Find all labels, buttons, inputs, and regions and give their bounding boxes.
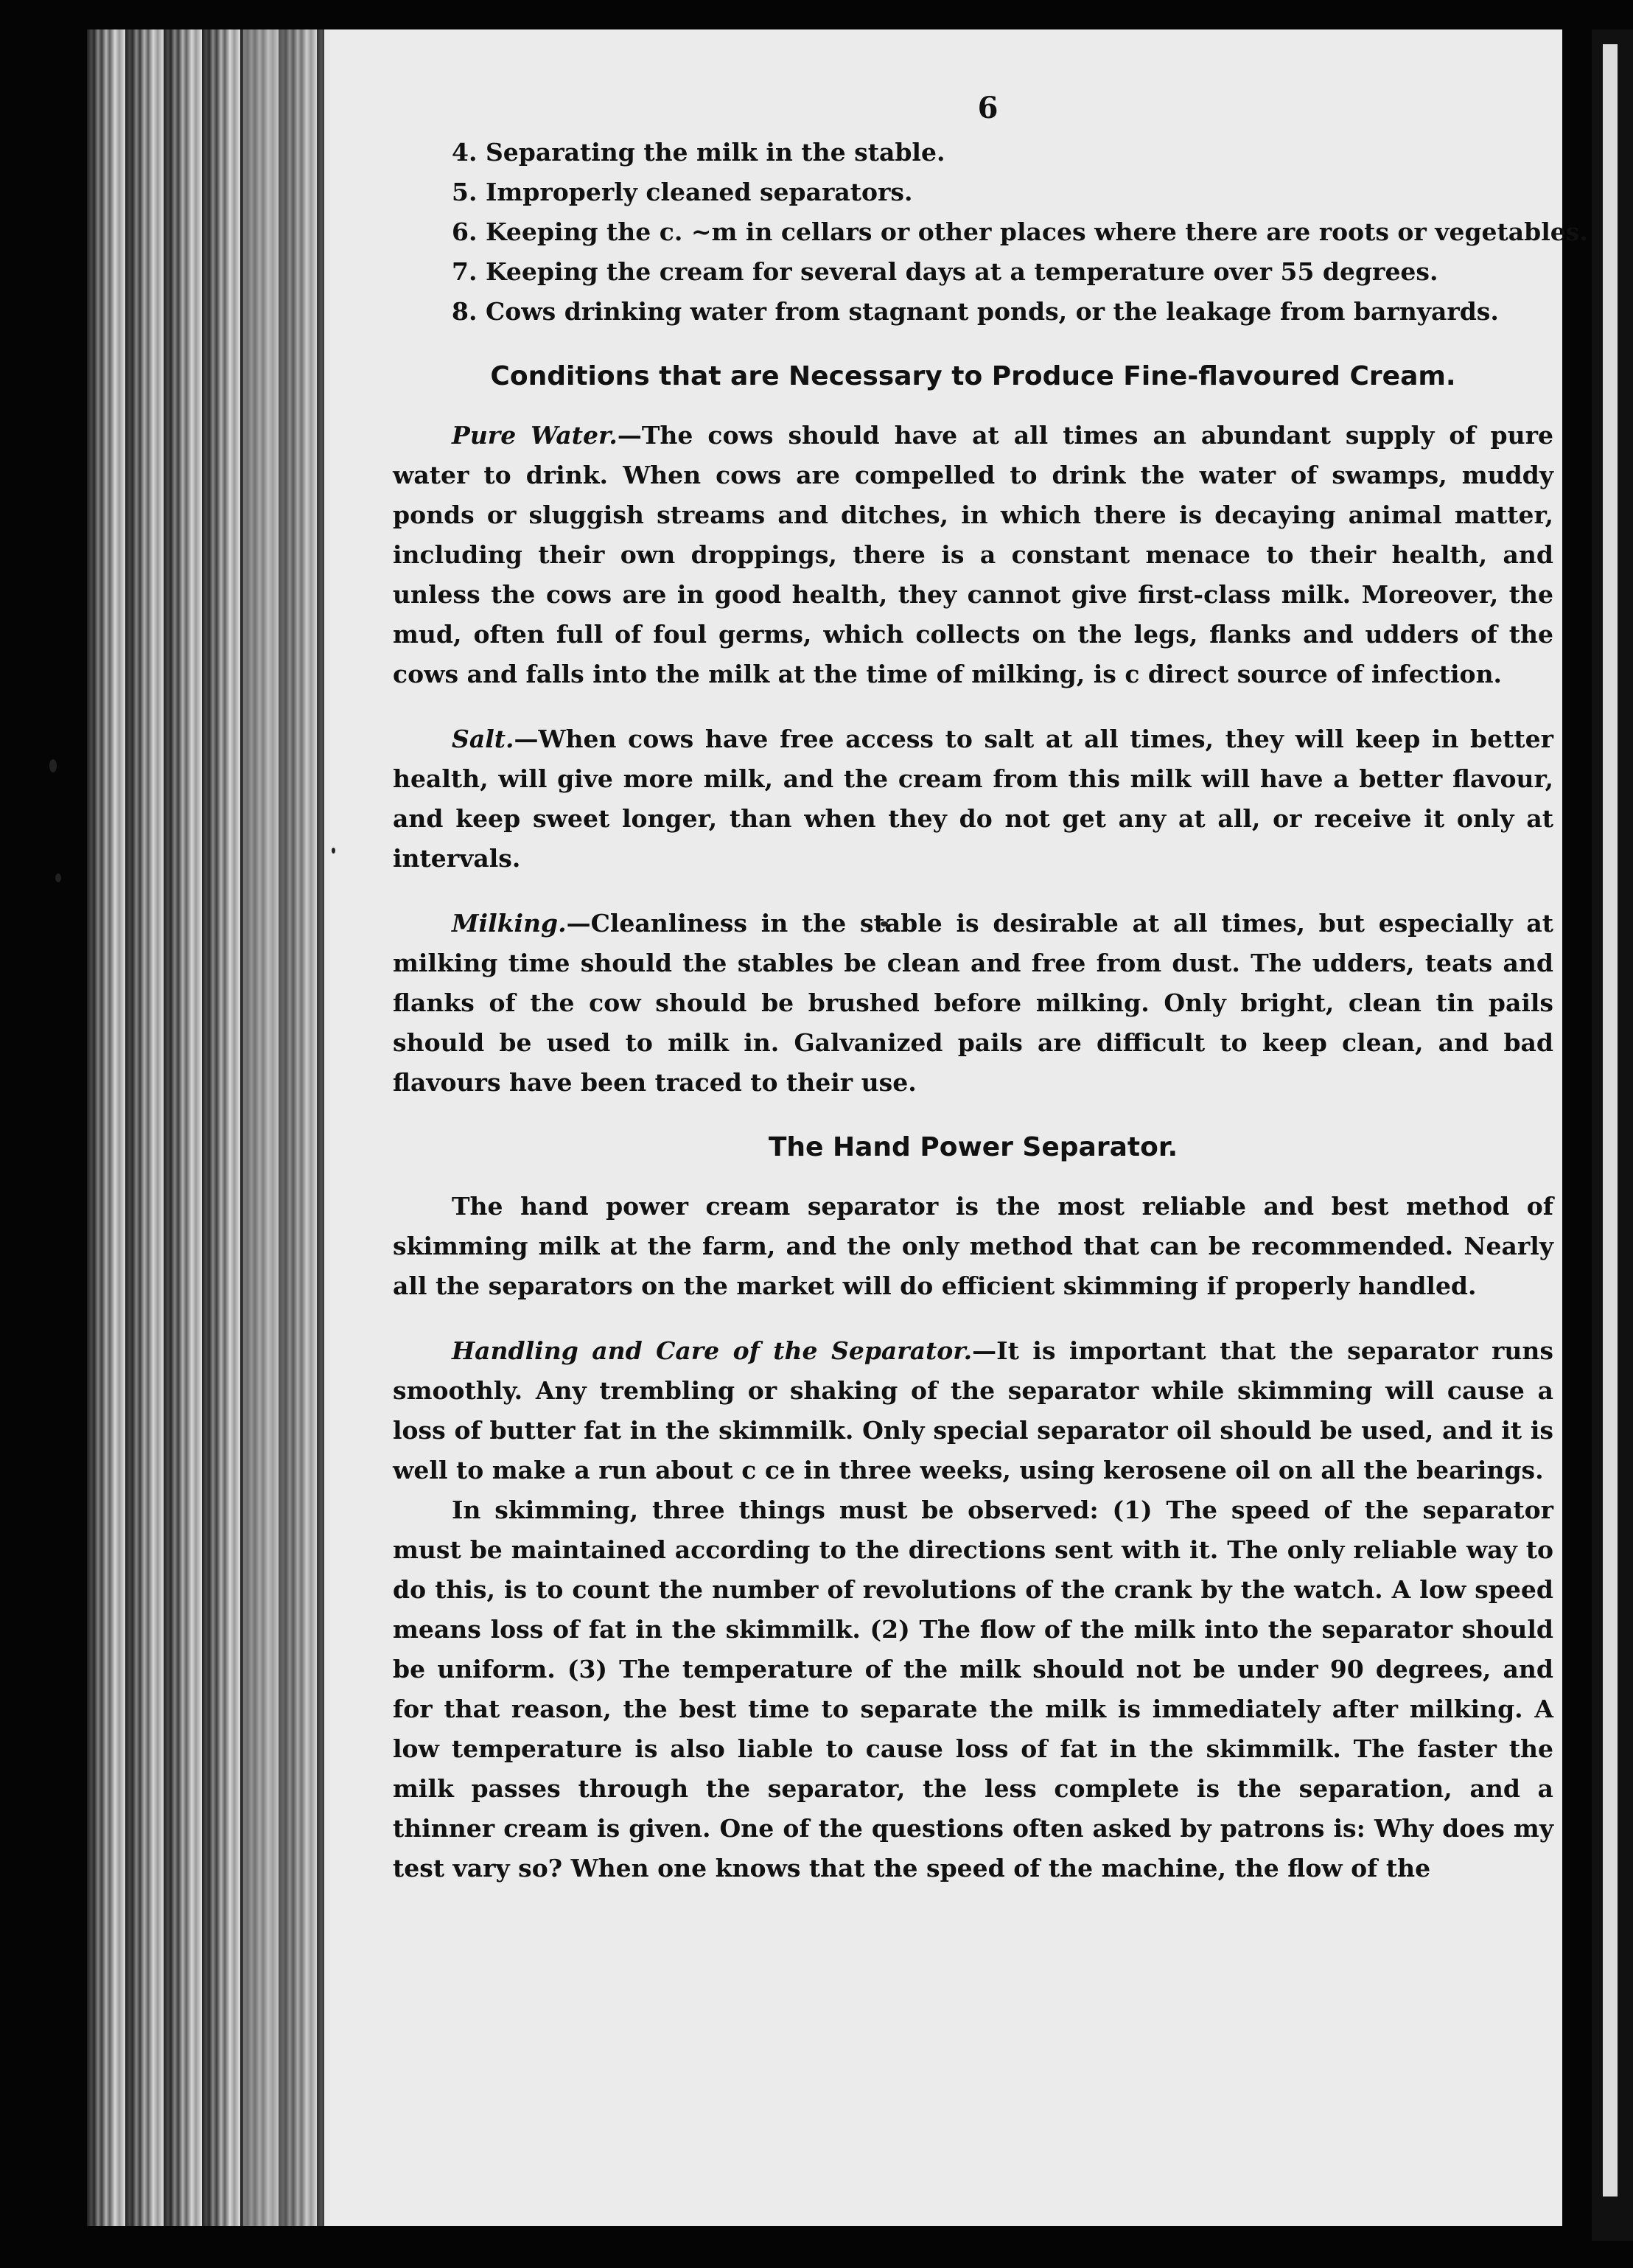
paragraph-lead: Salt. — [452, 725, 514, 753]
paragraph-handling — [393, 1331, 1553, 1490]
paragraph-pure-water — [393, 416, 1553, 694]
list-item: 8. Cows drinking water from stagnant ponds, or the leakage from barnyards. — [452, 297, 1499, 326]
causes-list — [393, 133, 1588, 332]
paragraph-separator-intro: The hand power cream separator is the most reliable and best method of skimming milk at the farm, and the only method that can be recommended. Nearly all the separators on the market will do efficient skimming if properly handled. — [393, 1192, 1553, 1300]
paragraph-salt — [393, 719, 1553, 879]
page-number: 6 — [977, 91, 999, 125]
scan-speck — [49, 759, 57, 772]
paragraph-milking — [393, 904, 1553, 1103]
paragraph-body: —Cleanliness in the stable is desirable at all times, but especially at milking time should the stables be clean and free from dust. The udders, teats and flanks of the cow should be brushed before milking. Only bright, clean tin pails should be used to milk in. Galvanized pails are difficult to keep clean, and bad flavours have been traced to their use. — [393, 909, 1553, 1097]
scan-speck — [332, 848, 335, 854]
next-page-edge — [1603, 44, 1618, 2197]
list-item: 7. Keeping the cream for several days at a temperature over 55 degrees. — [452, 257, 1438, 286]
paragraph-lead: Pure Water. — [452, 421, 618, 450]
page-text — [393, 88, 1588, 1888]
list-item: 6. Keeping the c. ~m in cellars or other places where there are roots or vegetables. — [452, 217, 1588, 246]
paragraph-body: —It is important that the separator runs smoothly. Any trembling or shaking of the separator while skimming will cause a loss of butter fat in the skimmilk. Only special separator oil should be used, and it is well to make a run about c ce in three weeks, using kerosene oil on all the bearings. — [393, 1336, 1553, 1484]
paragraph-body: —When cows have free access to salt at all times, they will keep in better health, will give more milk, and the cream from this milk will have a better flavour, and keep sweet longer, than when they do not get any at all, or receive it only at intervals. — [393, 725, 1553, 873]
paragraph-body: —The cows should have at all times an abundant supply of pure water to drink. When cows are compelled to drink the water of swamps, muddy ponds or sluggish streams and ditches, in which there is decaying animal matter, including their own droppings, there is a constant menace to their health, and unless the cows are in good health, they cannot give first-class milk. Moreover, the mud, often full of foul germs, which collects on the legs, flanks and udders of the cows and falls into the milk at the time of milking, is c direct source of infection. — [393, 421, 1553, 688]
paragraph-lead: Milking. — [452, 909, 567, 938]
list-item: 4. Separating the milk in the stable. — [452, 138, 945, 167]
scan-speck — [55, 873, 61, 882]
list-item: 5. Improperly cleaned separators. — [452, 178, 913, 206]
section-heading-separator: The Hand Power Separator. — [768, 1132, 1178, 1162]
paragraph-lead: Handling and Care of the Separator. — [452, 1336, 973, 1365]
section-heading-conditions: Conditions that are Necessary to Produce Fine-flavoured Cream. — [490, 361, 1456, 391]
paragraph-skimming: In skimming, three things must be observed: (1) The speed of the separator must be maintained according to the directions sent with it. The only reliable way to do this, is to count the number of revolutions of the crank by the watch. A low speed means loss of fat in the skimmilk. (2) The flow of the milk into the separator should be uniform. (3) The temperature of the milk should not be under 90 degrees, and for that reason, the best time to separate the milk is immediately after milking. A low temperature is also liable to cause loss of fat in the skimmilk. The faster the milk passes through the separator, the less complete is the separation, and a thinner cream is given. One of the questions often asked by patrons is: Why does my test vary so? When one knows that the speed of the machine, the flow of the — [393, 1496, 1553, 1883]
